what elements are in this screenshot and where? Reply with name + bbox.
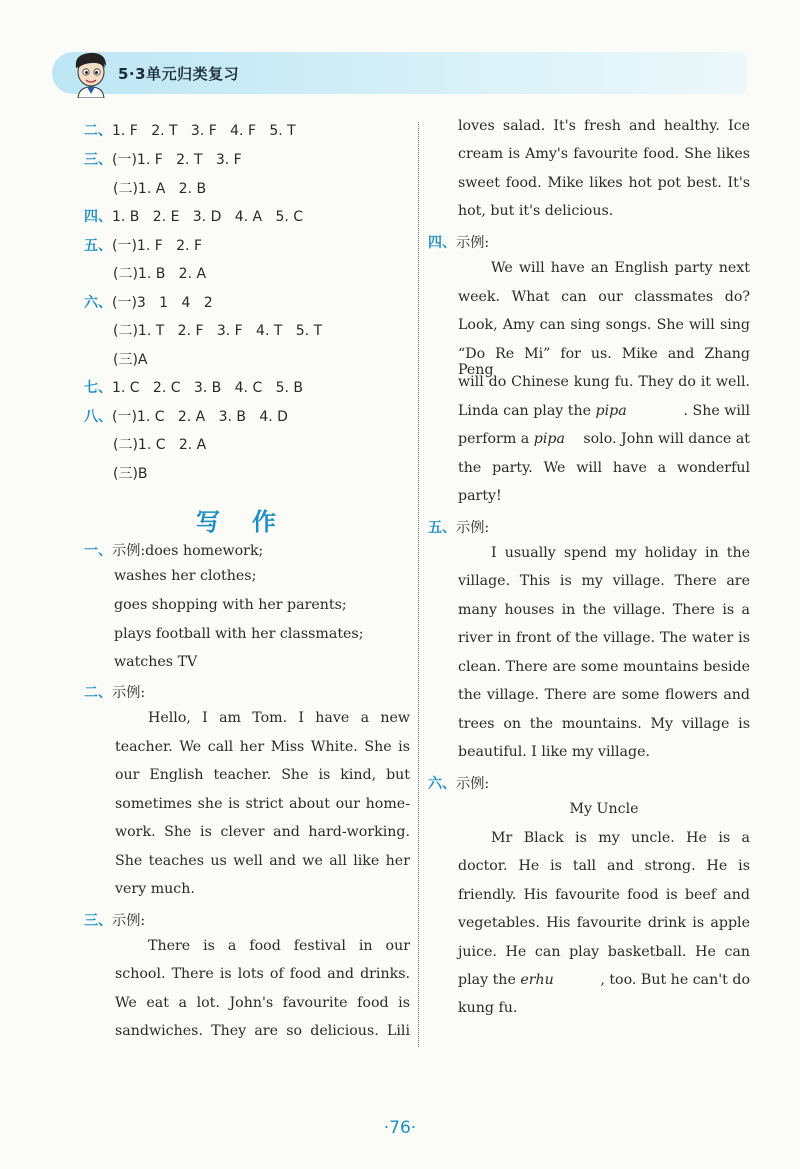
- essay-line: very much.: [115, 881, 195, 897]
- essay-line: sandwiches. They are so delicious. Lili: [115, 1023, 410, 1039]
- page-number: ·76·: [383, 1118, 417, 1138]
- essay-line: Mr Black is my uncle. He is a: [491, 830, 750, 846]
- essay-line: friendly. His favourite food is beef and: [458, 887, 750, 903]
- essay-line: week. What can our classmates do?: [458, 289, 750, 305]
- answer-text: (二)1. C 2. A: [113, 437, 207, 453]
- essay-line: Hello, I am Tom. I have a new: [148, 710, 410, 726]
- section-label: 三、: [84, 152, 112, 168]
- section-label: 五、: [428, 520, 456, 536]
- essay-line: many houses in the village. There is a: [458, 602, 750, 618]
- answer-row: [113, 463, 148, 483]
- answer-text: (一)1. F 2. T 3. F: [112, 152, 242, 168]
- essay-line: sweet food. Mike likes hot pot best. It's: [458, 175, 750, 191]
- answer-row: [113, 178, 206, 198]
- section-label: 四、: [428, 235, 456, 251]
- section-label: 八、: [84, 409, 112, 425]
- essay-line: the party. We will have a wonderful: [458, 460, 750, 476]
- essay-line: the village. There are some flowers and: [458, 687, 750, 703]
- answer-text: 1. C 2. C 3. B 4. C 5. B: [112, 380, 303, 396]
- answer-row: [113, 263, 206, 283]
- section-label: 七、: [84, 380, 112, 396]
- section-label: 六、: [84, 295, 112, 311]
- essay-line: I usually spend my holiday in the: [491, 545, 750, 561]
- essay-line: Look, Amy can sing songs. She will sing: [458, 317, 750, 333]
- section-intro: 六、示例:: [428, 776, 490, 792]
- answer-row: [113, 320, 322, 340]
- answer-text: (二)1. A 2. B: [113, 181, 207, 197]
- section-label: 四、: [84, 209, 112, 225]
- section-label: 六、: [428, 776, 456, 792]
- essay-line: Linda can play the pipa . She will: [458, 403, 750, 419]
- essay-line: doctor. He is tall and strong. He is: [458, 858, 750, 874]
- essay-line: clean. There are some mountains beside: [458, 659, 750, 675]
- essay-line: kung fu.: [458, 1000, 518, 1016]
- answer-text: (二)1. T 2. F 3. F 4. T 5. T: [113, 323, 323, 339]
- section-intro: 五、示例:: [428, 520, 490, 536]
- essay-line: play the erhu , too. But he can't do: [458, 972, 750, 988]
- answer-text: 1. B 2. E 3. D 4. A 5. C: [112, 209, 304, 225]
- essay-line: party!: [458, 488, 502, 504]
- answer-row: [84, 235, 202, 255]
- section-intro: 二、示例:: [84, 685, 146, 701]
- section-label: 五、: [84, 238, 112, 254]
- section-intro: 三、示例:: [84, 913, 146, 929]
- essay-line: We will have an English party next: [491, 260, 750, 276]
- essay-line: teacher. We call her Miss White. She is: [115, 739, 410, 755]
- boy-mascot-icon: [70, 50, 112, 98]
- essay-line: hot, but it's delicious.: [458, 203, 614, 219]
- essay-line: goes shopping with her parents;: [114, 597, 347, 613]
- answer-row: [113, 349, 148, 369]
- header-title: 5·3单元归类复习: [118, 65, 240, 83]
- answer-text: (一)3 1 4 2: [112, 295, 213, 311]
- essay-line: juice. He can play basketball. He can: [458, 944, 750, 960]
- section-label: 三、: [84, 913, 112, 929]
- section-label: 二、: [84, 123, 112, 139]
- essay-line: We eat a lot. John's favourite food is: [115, 995, 410, 1011]
- essay-line: river in front of the village. The water is: [458, 630, 750, 646]
- essay-line: She teaches us well and we all like her: [115, 853, 410, 869]
- essay-line: cream is Amy's favourite food. She likes: [458, 146, 750, 162]
- essay-title: My Uncle: [569, 801, 639, 817]
- essay-line: watches TV: [114, 654, 198, 670]
- essay-line: There is a food festival in our: [148, 938, 410, 954]
- essay-line: village. This is my village. There are: [458, 573, 750, 589]
- column-divider: [418, 122, 419, 1047]
- answer-text: (三)B: [113, 466, 148, 482]
- answer-row: [84, 377, 303, 397]
- answer-text: (三)A: [113, 352, 148, 368]
- essay-line: vegetables. His favourite drink is apple: [458, 915, 750, 931]
- answer-text: (一)1. F 2. F: [112, 238, 202, 254]
- essay-line: school. There is lots of food and drinks.: [115, 966, 410, 982]
- answer-row: [84, 206, 303, 226]
- essay-line: “Do Re Mi” for us. Mike and Zhang Peng: [458, 346, 750, 378]
- writing-heading: 写作: [196, 508, 308, 536]
- answer-row: [84, 149, 242, 169]
- essay-line: plays football with her classmates;: [114, 626, 364, 642]
- answer-row: [84, 120, 296, 140]
- essay-line: beautiful. I like my village.: [458, 744, 651, 760]
- essay-line: perform a pipa solo. John will dance at: [458, 431, 750, 447]
- essay-line: work. She is clever and hard-working.: [115, 824, 410, 840]
- section-label: 一、: [84, 543, 112, 559]
- essay-line: loves salad. It's fresh and healthy. Ice: [458, 118, 750, 134]
- essay-line: washes her clothes;: [114, 568, 257, 584]
- answer-text: 1. F 2. T 3. F 4. F 5. T: [112, 123, 296, 139]
- answer-text: (一)1. C 2. A 3. B 4. D: [112, 409, 288, 425]
- essay-line: trees on the mountains. My village is: [458, 716, 750, 732]
- section-label: 二、: [84, 685, 112, 701]
- essay-line: our English teacher. She is kind, but: [115, 767, 410, 783]
- answer-row: [84, 406, 288, 426]
- essay-line: sometimes she is strict about our home-: [115, 796, 410, 812]
- answer-row: [84, 292, 213, 312]
- answer-row: [113, 434, 206, 454]
- essay-line: 一、示例:does homework;: [84, 543, 264, 559]
- essay-line: will do Chinese kung fu. They do it well.: [458, 374, 750, 390]
- section-intro: 四、示例:: [428, 235, 490, 251]
- answer-text: (二)1. B 2. A: [113, 266, 207, 282]
